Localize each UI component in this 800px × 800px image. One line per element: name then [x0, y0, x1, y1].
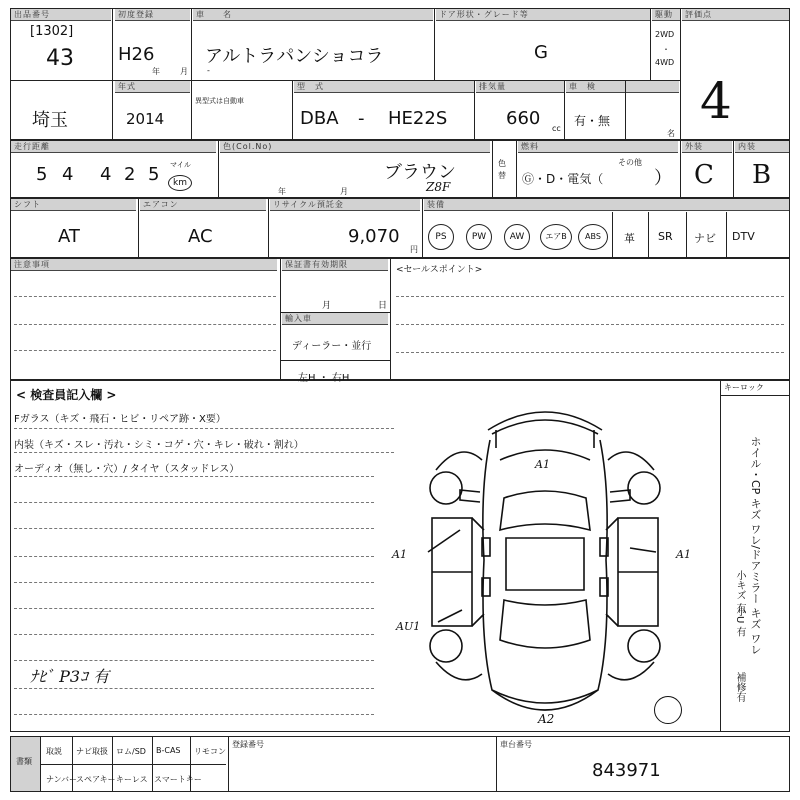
warranty-day: 日 — [378, 301, 388, 311]
handwritten-note: ﾅﾋﾞ P3ｺ 有 — [30, 667, 110, 686]
damage-mark-right: A1 — [676, 548, 691, 561]
doc-rom-sd: ロム/SD — [116, 747, 146, 756]
cc-header: 排気量 — [476, 81, 564, 93]
fuel-other-label: その他 — [618, 158, 642, 167]
inspection-unit: 名 — [667, 129, 675, 138]
equip-dtv: DTV — [732, 230, 755, 243]
lot-header: 出品番号 — [11, 9, 111, 21]
drive-4wd: 4WD — [655, 58, 675, 67]
exterior-grade: C — [694, 160, 714, 190]
shift-value: AT — [58, 226, 80, 247]
chassis-number-label: 車台番号 — [500, 740, 532, 749]
side-note-repair: 補修有 — [734, 672, 745, 702]
equip-navi: ナビ — [694, 232, 716, 245]
recycle-unit: 円 — [410, 245, 418, 254]
side-note-dent: 小U 有 — [734, 606, 745, 637]
chassis-number: 843971 — [592, 760, 661, 781]
fuel-options: Ⓖ・D・電気（ — [522, 172, 604, 186]
color-name: ブラウン — [384, 162, 456, 183]
first-reg-era: H26 — [118, 44, 155, 65]
score-header: 評価点 — [682, 9, 789, 21]
inspector-interior: 内装（キズ・スレ・汚れ・シミ・コゲ・穴・キレ・破れ・割れ） — [14, 440, 304, 451]
model-year: 2014 — [126, 110, 165, 128]
doc-spare-key: スペアキー — [76, 775, 116, 784]
reg-number-label: 登録番号 — [232, 740, 264, 749]
displacement-unit: cc — [552, 124, 561, 133]
mileage-digit-1: 5 — [36, 164, 48, 185]
drive-2wd: 2WD — [655, 30, 675, 39]
color-year-unit: 年 — [278, 187, 286, 196]
model-code: HE22S — [388, 108, 448, 129]
fuel-header: 燃料 — [518, 141, 678, 153]
equip-header: 装備 — [424, 199, 789, 211]
inspection-header: 車 検 — [566, 81, 679, 93]
mileage-header: 走行距離 — [11, 141, 216, 153]
sales-point-label: <セールスポイント> — [396, 265, 483, 275]
drive-dot: ・ — [662, 45, 670, 54]
ext-header: 外装 — [682, 141, 732, 153]
color-change: 色替 — [498, 159, 506, 180]
equip-leather: 革 — [624, 232, 635, 245]
car-body-diagram — [420, 400, 670, 730]
doc-smart-key: スマートキー — [154, 775, 202, 784]
first-reg-year-unit: 年 — [152, 67, 160, 76]
recycle-header: リサイクル預託金 — [270, 199, 420, 211]
grade: G — [534, 42, 548, 63]
equip-ps: PS — [428, 224, 454, 250]
spare-tire-circle — [654, 696, 682, 724]
notes-section — [10, 258, 790, 380]
inspector-title: < 検査員記入欄 > — [16, 388, 117, 402]
mileage-unit-mile: マイル — [170, 161, 191, 169]
inspection-flag: 有・無 — [574, 114, 611, 128]
doc-plate: ナンバー — [46, 775, 78, 784]
damage-mark-bottom: A2 — [538, 712, 555, 726]
route-header: 輸入車 — [282, 313, 388, 325]
ac-header: エアコン — [140, 199, 266, 211]
car-name-mark: - — [207, 66, 210, 75]
shift-header: シフト — [11, 199, 136, 211]
key-lock-label: キーロック — [724, 383, 764, 392]
car-name-header: 車 名 — [193, 9, 433, 21]
route-value: ディーラー・並行 — [292, 341, 372, 352]
doc-manual: 取説 — [46, 747, 62, 756]
equip-pw: PW — [466, 224, 492, 250]
model-dash: - — [358, 108, 365, 129]
displacement: 660 — [506, 108, 541, 129]
fuel-close: ） — [654, 168, 672, 189]
mileage-digit-5: 5 — [148, 164, 160, 185]
warranty-header: 保証書有効期限 — [282, 259, 388, 271]
damage-mark-left-rear: AU1 — [396, 620, 421, 633]
lot-code: [1302] — [30, 24, 74, 39]
notes-header: 注意事項 — [11, 259, 277, 271]
equip-sr: SR — [658, 230, 673, 243]
warranty-month: 月 — [322, 301, 332, 311]
grade-header: ドア形状・グレード等 — [436, 9, 651, 21]
drive-header: 駆動 — [652, 9, 680, 21]
side-note-scratch: 小キズ 有 — [734, 570, 745, 614]
lot-number: 43 — [46, 46, 74, 71]
side-note-wheel: ホイル・CP キズ ワレ/ドアミラー キズ ワレ — [749, 436, 762, 656]
ac-value: AC — [188, 226, 213, 247]
handle-side: 左H ・ 右H — [298, 373, 350, 384]
doc-remote: リモコン — [194, 747, 226, 756]
first-reg-month-unit: 月 — [180, 67, 188, 76]
first-reg-header: 初度登録 — [115, 9, 190, 21]
damage-mark-top: A1 — [535, 458, 550, 471]
equip-abs: ABS — [578, 224, 608, 250]
inspector-audio: オーディオ（無し・穴）/ タイヤ（スタッドレス） — [14, 464, 240, 475]
doc-label: 書類 — [16, 757, 32, 766]
interior-grade: B — [752, 160, 772, 190]
mileage-digit-2: 4 — [62, 164, 74, 185]
import-note: 異型式は自動車 — [195, 97, 244, 105]
region: 埼玉 — [32, 110, 68, 131]
model-type-header: 型 式 — [294, 81, 474, 93]
mileage-digit-4: 2 — [124, 164, 136, 185]
color-header: 色(Col.No) — [220, 141, 490, 153]
score-value: 4 — [700, 72, 732, 130]
mileage-digit-3: 4 — [100, 164, 112, 185]
doc-bcas: B-CAS — [156, 746, 181, 755]
equip-airbag: エアB — [540, 224, 572, 250]
doc-navi-manual: ナビ取扱 — [76, 747, 108, 756]
doc-keyless: キーレス — [116, 775, 148, 784]
model-year-header: 年式 — [115, 81, 190, 93]
mileage-unit-km: km — [168, 175, 192, 191]
damage-mark-left: A1 — [392, 548, 407, 561]
int-header: 内装 — [735, 141, 789, 153]
equip-aw: AW — [504, 224, 530, 250]
recycle-value: 9,070 — [348, 226, 400, 247]
color-month-unit: 月 — [340, 187, 348, 196]
model-prefix: DBA — [300, 108, 339, 129]
inspector-glass: Fガラス（キズ・飛石・ヒビ・リペア跡・X要） — [14, 414, 226, 425]
car-name: アルトラパンショコラ — [205, 46, 384, 67]
color-code: Z8F — [426, 180, 451, 194]
